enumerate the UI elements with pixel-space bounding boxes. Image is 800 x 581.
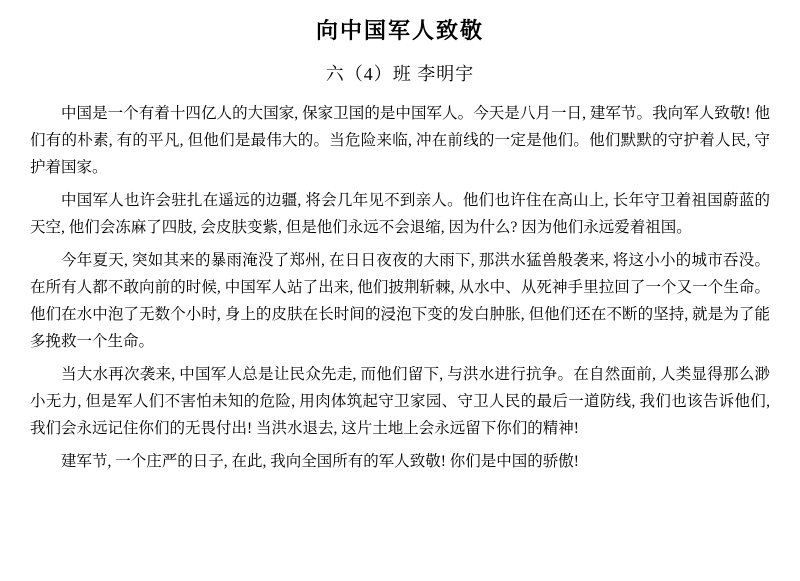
page-title: 向中国军人致敬 bbox=[315, 18, 484, 43]
paragraph: 中国军人也许会驻扎在遥远的边疆, 将会几年见不到亲人。他们也许住在高山上, 长年守卫着祖国蔚蓝的天空, 他们会冻麻了四肢, 会皮肤变紫, 但是他们永远不会退缩, 因为什么? 因为他们永远爱着祖国。 bbox=[30, 191, 770, 236]
paragraph: 建军节, 一个庄严的日子, 在此, 我向全国所有的军人致敬! 你们是中国的骄傲! bbox=[61, 452, 579, 470]
paragraph: 当大水再次袭来, 中国军人总是让民众先走, 而他们留下, 与洪水进行抗争。在自然面前, 人类显得那么渺小无力, 但是军人们不害怕未知的危险, 用肉体筑起守卫家园、守卫人民的最后一道防线, 我们也该告诉他们, 我们会永远记住你们的无畏付出! 当洪水退去, 这片土地上会永远留下你们的精神! bbox=[30, 365, 770, 437]
paragraph: 中国是一个有着十四亿人的大国家, 保家卫国的是中国军人。今天是八月一日, 建军节。我向军人致敬! 他们有的朴素, 有的平凡, 但他们是最伟大的。当危险来临, 冲在前线的一定是他们。他们默默的守护着人民, 守护着国家。 bbox=[30, 104, 770, 176]
document-body bbox=[30, 100, 770, 475]
paragraph: 今年夏天, 突如其来的暴雨淹没了郑州, 在日日夜夜的大雨下, 那洪水猛兽般袭来, 将这小小的城市吞没。在所有人都不敢向前的时候, 中国军人站了出来, 他们披荆斩棘, 从水中、从死神手里拉回了一个又一个生命。他们在水中泡了无数个小时, 身上的皮肤在长时间的浸泡下变的发白肿胀, 但他们还在不断的坚持, 就是为了能多挽救一个生命。 bbox=[30, 251, 770, 350]
byline: 六（4）班 李明宇 bbox=[325, 63, 475, 84]
document-page bbox=[0, 17, 800, 581]
